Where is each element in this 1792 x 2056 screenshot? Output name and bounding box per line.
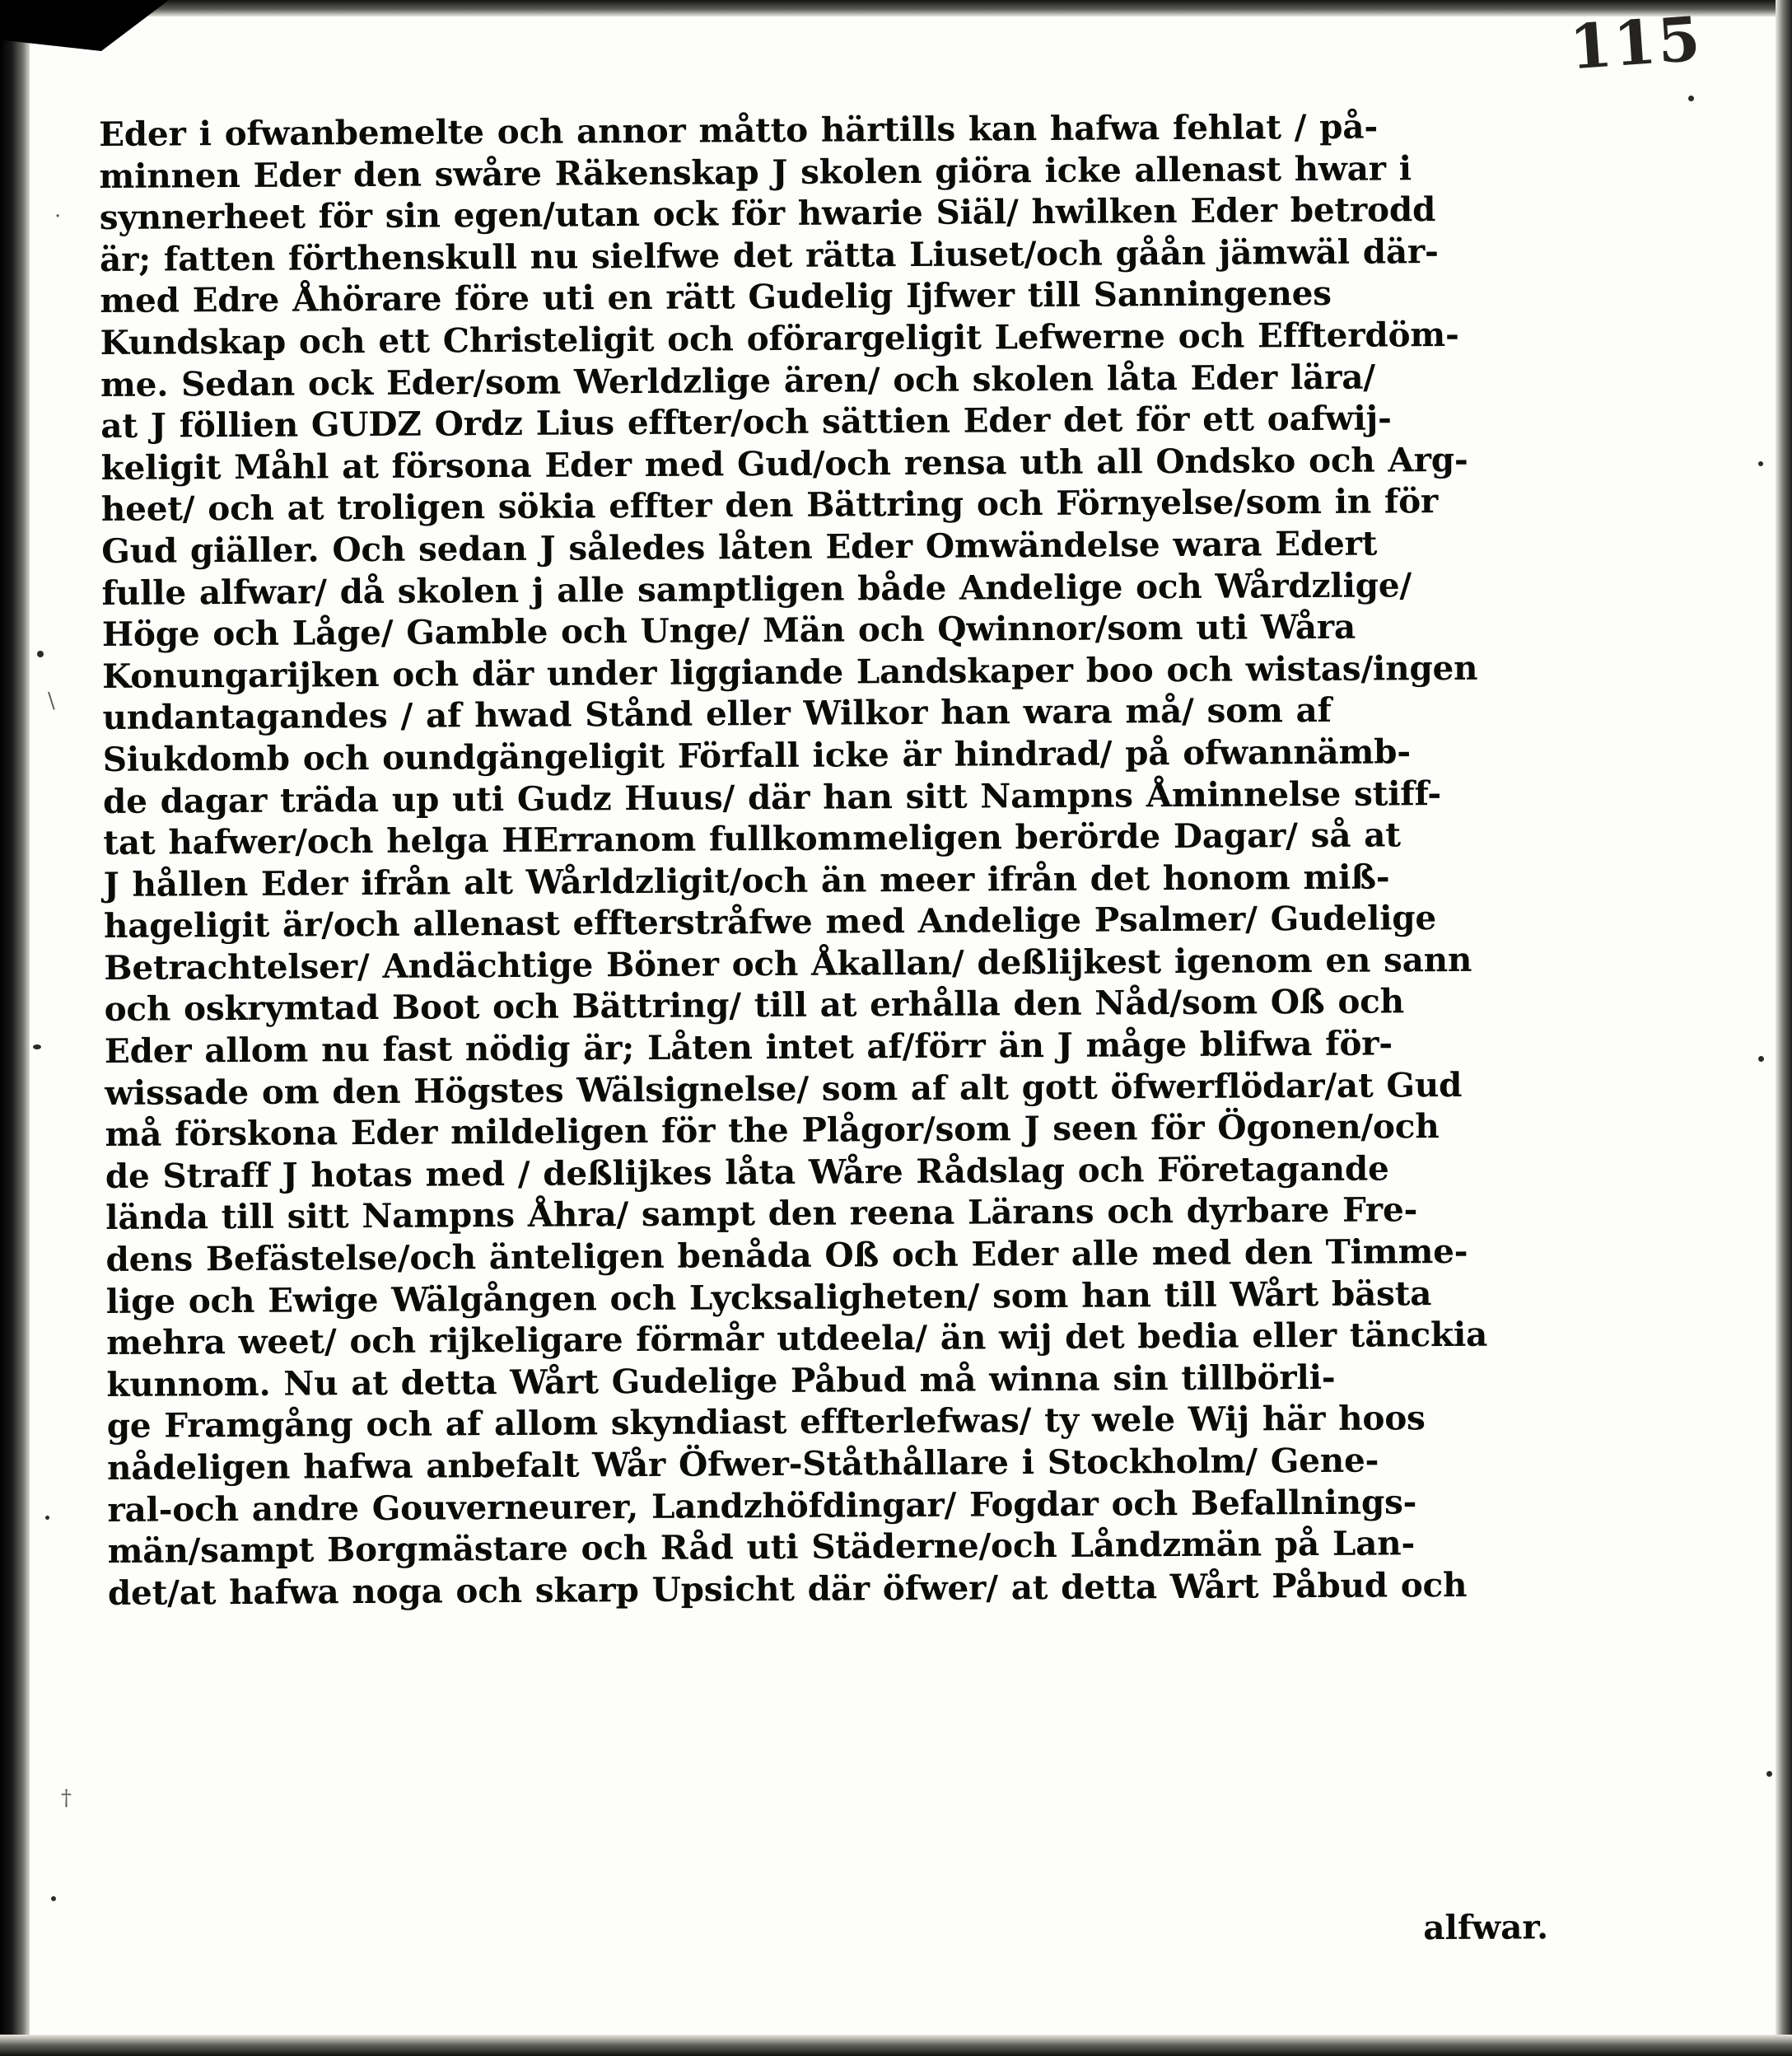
text-line: wissade om den Högstes Wälsignelse/ som af alt gott öfwerflödar/at Gud bbox=[105, 1064, 1463, 1113]
scan-speck bbox=[45, 1516, 49, 1520]
scan-edge-right bbox=[1776, 0, 1792, 2056]
margin-ink-mark: † bbox=[61, 1786, 72, 1811]
document-body-text bbox=[99, 105, 1557, 1614]
text-line: må förskona Eder mildeligen för the Plågor/som J seen för Ögonen/och bbox=[105, 1106, 1440, 1155]
text-line: minnen Eder den swåre Räkenskap J skolen giöra icke allenast hwar i bbox=[99, 147, 1412, 196]
text-line: Kundskap och ett Christeligit och oförargeligit Lefwerne och Effterdöm- bbox=[100, 314, 1459, 362]
text-line: Höge och Låge/ Gamble och Unge/ Män och Qwinnor/som uti Wåra bbox=[101, 606, 1356, 655]
scan-edge-left bbox=[0, 33, 30, 2056]
text-line: keligit Måhl at försona Eder med Gud/och rensa uth all Ondsko och Arg- bbox=[100, 439, 1468, 488]
text-line: och oskrymtad Boot och Bättring/ till at erhålla den Nåd/som Oß och bbox=[104, 981, 1405, 1030]
catchword: alfwar. bbox=[1423, 1907, 1549, 1948]
folio-number: 115 bbox=[1566, 3, 1704, 84]
scan-speck bbox=[1766, 1771, 1772, 1777]
text-line: synnerheet för sin egen/utan ock för hwarie Siäl/ hwilken Eder betrodd bbox=[99, 189, 1436, 238]
text-line: Eder allom nu fast nödig är; Låten intet af/förr än J måge blifwa för- bbox=[104, 1023, 1393, 1072]
scan-speck bbox=[1688, 96, 1694, 101]
scan-speck bbox=[1758, 461, 1763, 466]
text-line: hageligit är/och allenast effterstråfwe med Andelige Psalmer/ Gudelige bbox=[103, 898, 1437, 946]
scan-speck bbox=[51, 1896, 56, 1901]
text-line: nådeligen hafwa anbefalt Wår Öfwer-Ståthållare i Stockholm/ Gene- bbox=[106, 1440, 1379, 1488]
text-line: Siukdomb och oundgängeligit Förfall icke är hindrad/ på ofwannämb- bbox=[102, 731, 1412, 779]
text-line: ral-och andre Gouverneurer, Landzhöfdingar/ Fogdar och Befallnings- bbox=[107, 1481, 1417, 1530]
text-line: lige och Ewige Wälgången och Lycksaligheten/ som han till Wårt bästa bbox=[105, 1273, 1432, 1321]
text-line: är; fatten förthenskull nu sielfwe det rätta Liuset/och gåån jämwäl där- bbox=[99, 231, 1439, 279]
text-line: de dagar träda up uti Gudz Huus/ där han sitt Nampns Åminnelse stiff- bbox=[102, 773, 1442, 821]
text-line: Konungarijken och där under liggiande Landskaper boo och wistas/ingen bbox=[102, 647, 1478, 696]
text-line: fulle alfwar/ då skolen j alle samptligen både Andelige och Wårdzlige/ bbox=[101, 564, 1412, 613]
scan-speck bbox=[37, 651, 44, 657]
scan-speck bbox=[33, 1044, 41, 1049]
text-line: me. Sedan ock Eder/som Werldzlige ären/ och skolen låta Eder lära/ bbox=[100, 357, 1376, 404]
text-line: J hållen Eder ifrån alt Wårldzligit/och än meer ifrån det honom miß- bbox=[103, 857, 1390, 904]
text-line: tat hafwer/och helga HErranom fullkommeligen berörde Dagar/ så at bbox=[103, 815, 1401, 863]
text-line: med Edre Åhörare före uti en rätt Gudelig Ijfwer till Sanningenes bbox=[100, 273, 1332, 321]
text-line: Eder i ofwanbemelte och annor måtto härtills kan hafwa fehlat / på- bbox=[99, 106, 1379, 154]
text-line: undantagandes / af hwad Stånd eller Wilkor han wara må/ som af bbox=[102, 690, 1332, 738]
text-line: män/sampt Borgmästare och Råd uti Städerne/och Låndzmän på Lan- bbox=[107, 1523, 1416, 1572]
text-line: lända till sitt Nampns Åhra/ sampt den reena Lärans och dyrbare Fre- bbox=[105, 1189, 1418, 1238]
scan-edge-bottom bbox=[0, 2035, 1792, 2056]
text-line: kunnom. Nu at detta Wårt Gudelige Påbud må winna sin tillbörli- bbox=[106, 1357, 1336, 1404]
text-line: Betrachtelser/ Andächtige Böner och Åkallan/ deßlijkest igenom en sann bbox=[104, 939, 1472, 988]
text-line: Gud giäller. Och sedan J således låten Eder Omwändelse wara Edert bbox=[101, 523, 1378, 571]
margin-ink-mark: · bbox=[54, 204, 62, 229]
text-line: at J föllien GUDZ Ordz Lius effter/och sättien Eder det för ett oafwij- bbox=[100, 398, 1392, 446]
text-line: mehra weet/ och rijkeligare förmår utdeela/ än wij det bedia eller tänckia bbox=[105, 1314, 1488, 1363]
text-line: de Straff J hotas med / deßlijkes låta Wåre Rådslag och Företagande bbox=[105, 1148, 1389, 1196]
scan-edge-top bbox=[124, 0, 1792, 16]
margin-ink-mark: \ bbox=[48, 689, 55, 713]
text-line: ge Framgång och af allom skyndiast effterlefwas/ ty wele Wij här hoos bbox=[106, 1398, 1426, 1446]
text-line: heet/ och at troligen sökia effter den Bättring och Förnyelse/som in för bbox=[100, 481, 1439, 530]
scan-speck bbox=[1758, 1056, 1764, 1062]
text-line: dens Befästelse/och änteligen benåda Oß och Eder alle med den Timme- bbox=[105, 1231, 1468, 1280]
text-line: det/at hafwa noga och skarp Upsicht där öfwer/ at detta Wårt Påbud och bbox=[107, 1564, 1468, 1613]
